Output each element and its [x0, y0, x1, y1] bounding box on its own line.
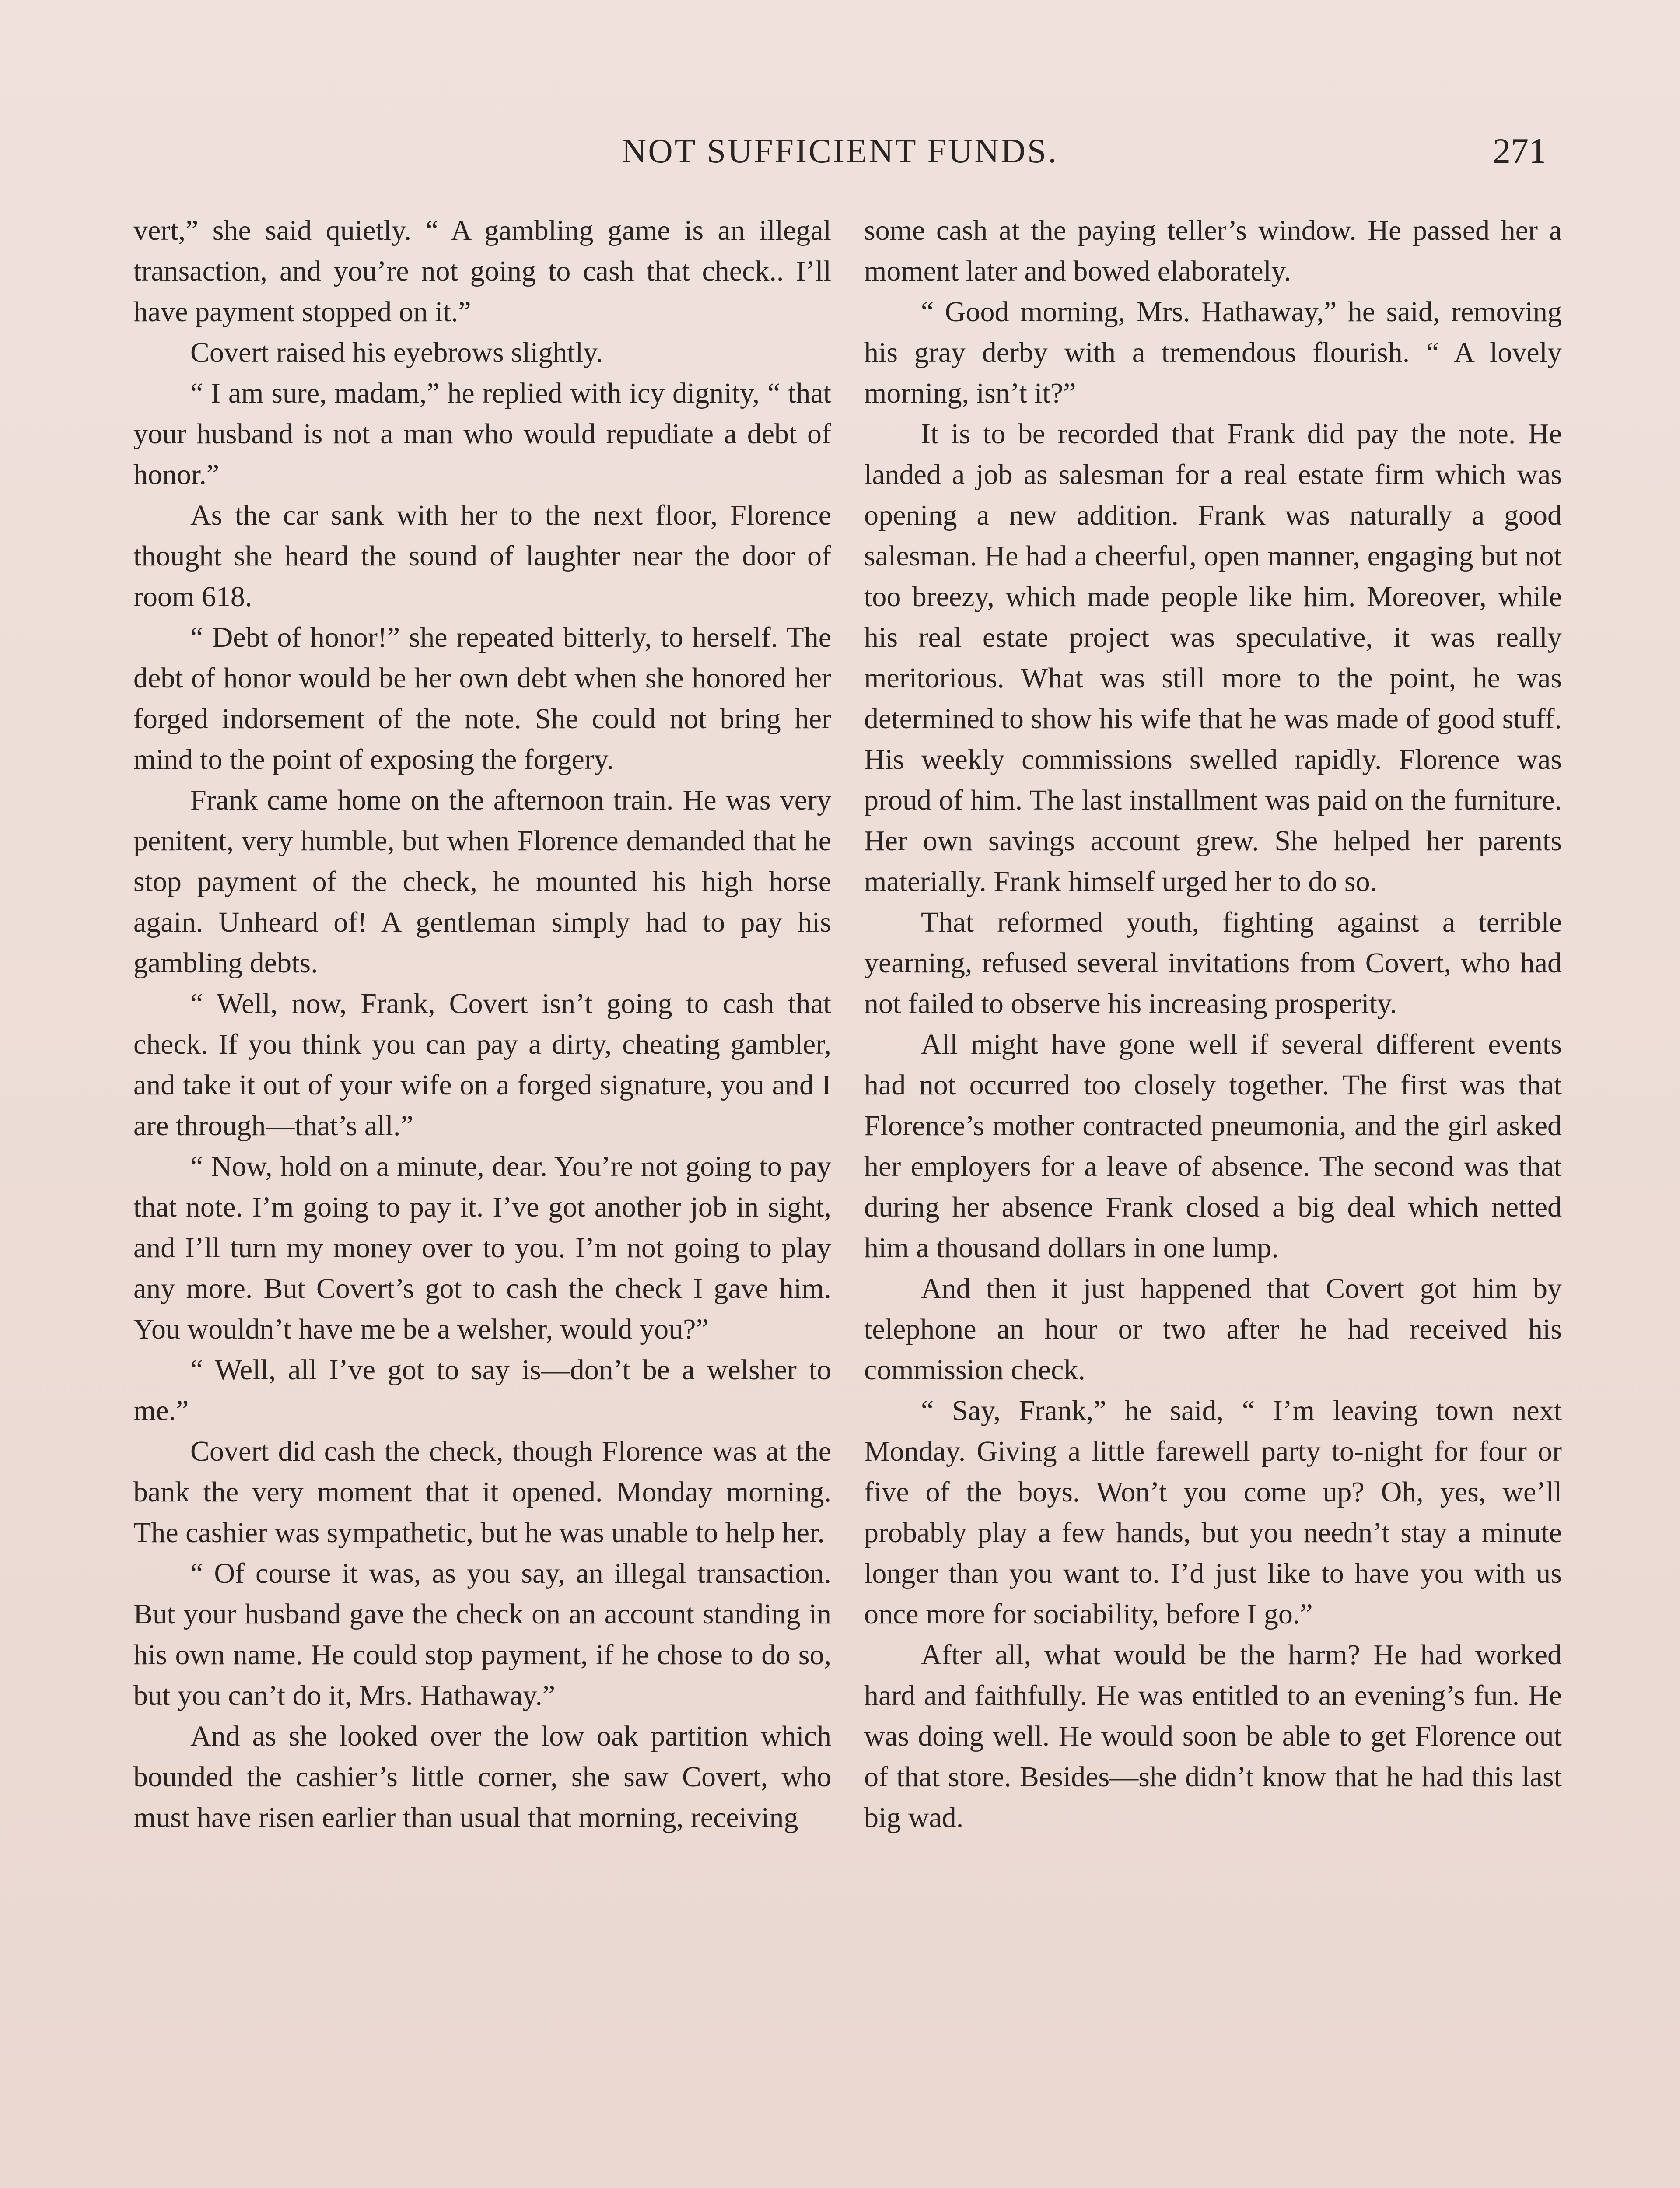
paragraph: “ I am sure, madam,” he replied with icy dignity, “ that your husband is not a man who would repudiate a debt of honor.” — [133, 377, 831, 491]
paragraph: Covert raised his eyebrows slightly. — [190, 337, 603, 368]
paragraph: “ Debt of honor!” she repeated bitterly, to herself. The debt of honor would be her own debt when she honored her forged indorsement of the note. She could not bring her mind to the point of exposing the forgery. — [133, 621, 831, 775]
page-number: 271 — [1493, 131, 1547, 171]
paragraph: some cash at the paying teller’s window. He passed her a moment later and bowed elaborately. — [864, 214, 1562, 287]
right-column — [864, 210, 1562, 2188]
paragraph: “ Say, Frank,” he said, “ I’m leaving town next Monday. Giving a little farewell party to-night for four or five of the boys. Won’t you come up? Oh, yes, we’ll probably play a few hands, but you needn’t stay a minute longer than you want to. I’d just like to have you with us once more for sociability, before I go.” — [864, 1395, 1562, 1630]
paragraph: “ Of course it was, as you say, an illegal transaction. But your husband gave the check on an account standing in his own name. He could stop payment, if he chose to do so, but you can’t do it, Mrs. Hathaway.” — [133, 1557, 831, 1711]
paragraph: “ Good morning, Mrs. Hathaway,” he said, removing his gray derby with a tremendous flourish. “ A lovely morning, isn’t it?” — [864, 296, 1562, 409]
paragraph: Covert did cash the check, though Florence was at the bank the very moment that it opened. Monday morning. The cashier was sympathetic, but he was unable to help her. — [133, 1435, 831, 1549]
paragraph: After all, what would be the harm? He had worked hard and faithfully. He was entitled to an evening’s fun. He was doing well. He would soon be able to get Florence out of that store. Besides—she didn’t know that he had this last big wad. — [864, 1639, 1562, 1834]
paragraph: Frank came home on the afternoon train. He was very penitent, very humble, but when Florence demanded that he stop payment of the check, he mounted his high horse again. Unheard of! A gentleman simply had to pay his gambling debts. — [133, 784, 831, 979]
paragraph: And then it just happened that Covert got him by telephone an hour or two after he had received his commission check. — [864, 1273, 1562, 1386]
paragraph: “ Now, hold on a minute, dear. You’re not going to pay that note. I’m going to pay it. I’ve got another job in sight, and I’ll turn my money over to you. I’m not going to play any more. But Covert’s got to cash the check I gave him. You wouldn’t have me be a welsher, would you?” — [133, 1150, 831, 1345]
paragraph: All might have gone well if several different events had not occurred too closely together. The first was that Florence’s mother contracted pneumonia, and the girl asked her employers for a leave of absence. The second was that during her absence Frank closed a big deal which netted him a thousand dollars in one lump. — [864, 1028, 1562, 1264]
paragraph: As the car sank with her to the next floor, Florence thought she heard the sound of laughter near the door of room 618. — [133, 499, 831, 613]
paragraph: “ Well, now, Frank, Covert isn’t going to cash that check. If you think you can pay a dirty, cheating gambler, and take it out of your wife on a forged signature, you and I are through—that’s all.” — [133, 988, 831, 1142]
paragraph: “ Well, all I’ve got to say is—don’t be a welsher to me.” — [133, 1354, 831, 1427]
paragraph: And as she looked over the low oak partition which bounded the cashier’s little corner, she saw Covert, who must have risen earlier than usual that morning, receiving — [133, 1720, 831, 1834]
page-header — [133, 127, 1547, 179]
running-title: NOT SUFFICIENT FUNDS. — [622, 132, 1058, 170]
paragraph: vert,” she said quietly. “ A gambling game is an illegal transaction, and you’re not going to cash that check.. I’ll have payment stopped on it.” — [133, 214, 831, 328]
paragraph: It is to be recorded that Frank did pay the note. He landed a job as salesman for a real estate firm which was opening a new addition. Frank was naturally a good salesman. He had a cheerful, open manner, engaging but not too breezy, which made people like him. Moreover, while his real estate project was speculative, it was really meritorious. What was still more to the point, he was determined to show his wife that he was made of good stuff. His weekly commissions swelled rapidly. Florence was proud of him. The last installment was paid on the furniture. Her own savings account grew. She helped her parents materially. Frank himself urged her to do so. — [864, 418, 1562, 898]
paragraph: That reformed youth, fighting against a terrible yearning, refused several invitations from Covert, who had not failed to observe his increasing prosperity. — [864, 906, 1562, 1020]
left-column — [133, 210, 831, 2188]
